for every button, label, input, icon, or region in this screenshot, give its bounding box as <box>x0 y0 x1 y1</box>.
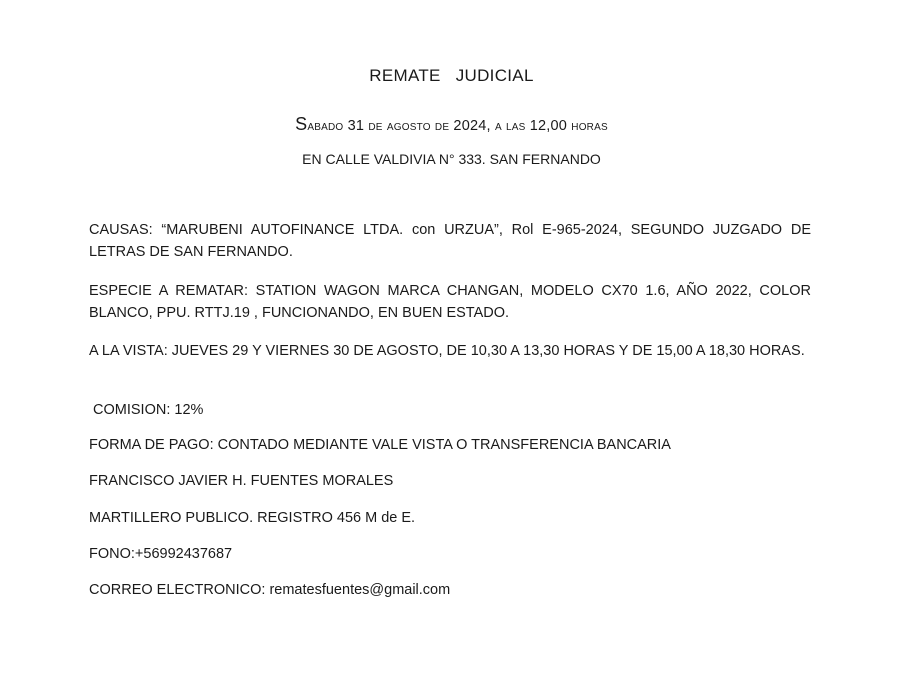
vista-paragraph: A LA VISTA: JUEVES 29 Y VIERNES 30 DE AGOSTO, DE 10,30 A 13,30 HORAS Y DE 15,00 A 18,30 HORAS. <box>89 343 805 359</box>
fono-line: FONO:+56992437687 <box>89 546 233 562</box>
causas-paragraph: CAUSAS: “MARUBENI AUTOFINANCE LTDA. con URZUA”, Rol E-965-2024, SEGUNDO JUZGADO DE LETRAS DE SAN FERNANDO. <box>89 222 811 260</box>
notice-title: REMATE JUDICIAL <box>369 66 534 85</box>
especie-paragraph: ESPECIE A REMATAR: STATION WAGON MARCA CHANGAN, MODELO CX70 1.6, AÑO 2022, COLOR BLANCO, PPU. RTTJ.19 , FUNCIONANDO, EN BUEN ESTADO. <box>89 283 811 321</box>
correo-line: CORREO ELECTRONICO: rematesfuentes@gmail.com <box>89 582 451 598</box>
comision-line: COMISION: 12% <box>89 402 204 418</box>
martillero-name-line: FRANCISCO JAVIER H. FUENTES MORALES <box>89 473 394 489</box>
auction-date-text: abado 31 de agosto de 2024, a las 12,00 horas <box>307 118 608 134</box>
martillero-registro-line: MARTILLERO PUBLICO. REGISTRO 456 M de E. <box>89 510 416 526</box>
forma-pago-line: FORMA DE PAGO: CONTADO MEDIANTE VALE VISTA O TRANSFERENCIA BANCARIA <box>89 437 671 453</box>
auction-date <box>0 114 903 135</box>
auction-date-initial: S <box>295 114 308 134</box>
auction-location: EN CALLE VALDIVIA N° 333. SAN FERNANDO <box>302 151 601 167</box>
